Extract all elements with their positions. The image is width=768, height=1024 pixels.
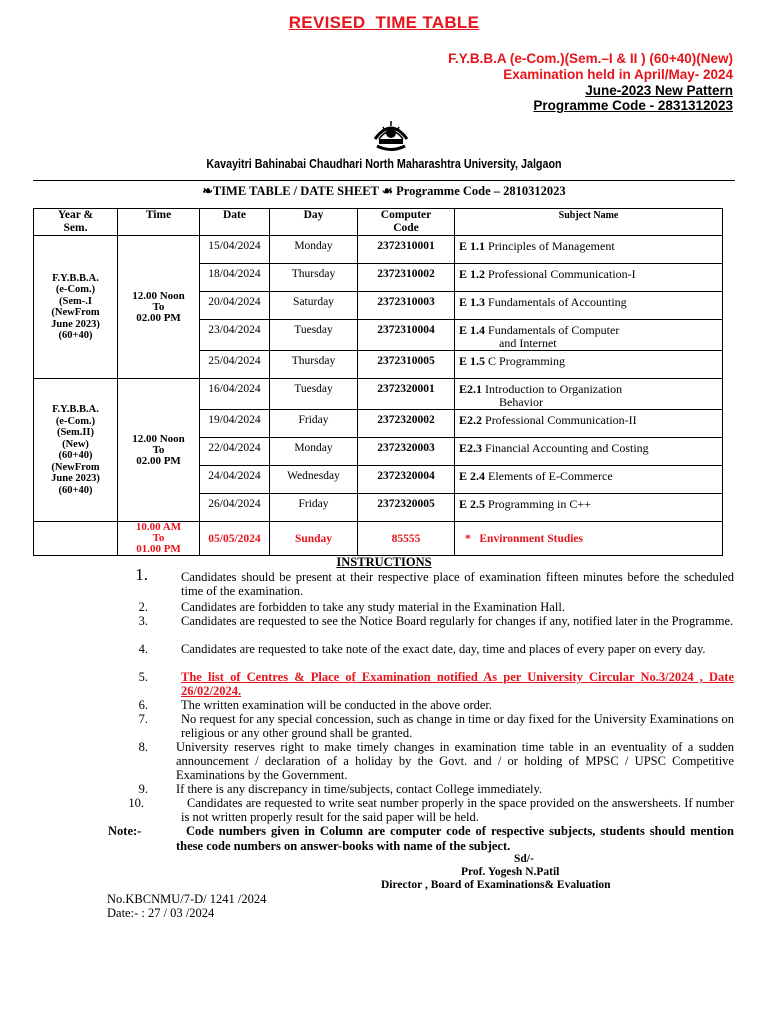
subject-code: E 1.4 — [459, 323, 486, 337]
date-text: 23/04/2024 — [208, 324, 261, 336]
subject-name: Financial Accounting and Costing — [485, 441, 649, 455]
day-cell — [270, 236, 358, 264]
instruction-text: The list of Centres & Place of Examination notified As per University Circular No.3/2024 , Date 26/02/2024. — [181, 670, 734, 698]
date-cell — [200, 410, 270, 438]
date-text: 15/04/2024 — [208, 240, 261, 252]
timetable-label: TIME TABLE / DATE SHEET — [212, 184, 379, 198]
special-day-cell: Sunday — [270, 522, 358, 556]
computer-code-cell — [358, 466, 455, 494]
subject-code: E2.2 — [459, 413, 483, 427]
computer-code-text: 2372320002 — [377, 414, 435, 426]
date-cell — [200, 494, 270, 522]
date-cell — [200, 438, 270, 466]
computer-code-cell — [358, 494, 455, 522]
subject-text — [459, 410, 722, 427]
signature-name: Prof. Yogesh N.Patil — [461, 866, 560, 878]
special-subject-cell: * Environment Studies — [455, 522, 723, 556]
computer-code-text: 2372320005 — [377, 498, 435, 510]
ornament-right-icon: ☙ — [381, 184, 393, 198]
date-cell — [200, 351, 270, 379]
subject-name: Professional Communication-II — [485, 413, 637, 427]
table-row — [34, 236, 723, 264]
instruction-text: Candidates are requested to see the Notice Board regularly for changes if any, notified later in the Programme. — [181, 614, 734, 628]
note-label: Note:- — [108, 824, 142, 838]
document-title: REVISED TIME TABLE — [288, 13, 480, 32]
date-text: 24/04/2024 — [208, 470, 261, 482]
instruction-number: 6. — [138, 698, 148, 712]
date-cell — [200, 379, 270, 410]
subject-text — [459, 466, 722, 483]
header-year-sem: Year & Sem. — [34, 209, 118, 236]
subject-cell — [455, 438, 723, 466]
time-cell: 12.00 Noon To 02.00 PM — [118, 379, 200, 522]
day-cell — [270, 438, 358, 466]
subject-text — [459, 320, 722, 337]
subject-cell — [455, 292, 723, 320]
computer-code-cell — [358, 264, 455, 292]
day-cell — [270, 320, 358, 351]
header-programme-code: Programme Code - 2831312023 — [533, 98, 733, 113]
subject-code: E2.1 — [459, 382, 483, 396]
subject-text — [459, 264, 722, 281]
subject-cell — [455, 351, 723, 379]
date-text: 20/04/2024 — [208, 296, 261, 308]
day-cell — [270, 494, 358, 522]
header-pattern-line: June-2023 New Pattern — [585, 83, 733, 98]
date-cell — [200, 264, 270, 292]
instruction-number: 1. — [135, 565, 148, 584]
header-time: Time — [118, 209, 200, 236]
time-cell: 12.00 Noon To 02.00 PM — [118, 236, 200, 379]
year-sem-cell: F.Y.B.B.A. (e-Com.) (Sem.II) (New) (60+40) (NewFrom June 2023) (60+40) — [34, 379, 118, 522]
year-sem-cell-empty — [34, 522, 118, 556]
university-emblem-icon — [371, 115, 411, 155]
day-text: Saturday — [293, 296, 334, 308]
subject-name: Elements of E-Commerce — [488, 469, 613, 483]
ornament-left-icon: ❧ — [202, 184, 213, 198]
computer-code-text: 2372320003 — [377, 442, 435, 454]
date-text: 22/04/2024 — [208, 442, 261, 454]
day-cell — [270, 410, 358, 438]
subject-cell — [455, 379, 723, 410]
instruction-text: Candidates are requested to take note of the exact date, day, time and places of every paper on every day. — [181, 642, 706, 656]
header-day: Day — [270, 209, 358, 236]
subject-name: Principles of Management — [488, 239, 615, 253]
day-text: Wednesday — [287, 470, 340, 482]
instruction-text: No request for any special concession, such as change in time or day fixed for the University Examinations on religious or any other ground shall be granted. — [181, 712, 734, 740]
instruction-number: 5. — [138, 670, 148, 684]
signature-designation: Director , Board of Examinations& Evaluation — [381, 879, 611, 891]
date-cell — [200, 292, 270, 320]
subject-cell — [455, 320, 723, 351]
subject-name: Fundamentals of Accounting — [488, 295, 627, 309]
day-text: Friday — [298, 498, 329, 510]
computer-code-cell — [358, 236, 455, 264]
table-row-special — [34, 522, 723, 556]
header-subject-name: Subject Name — [455, 209, 723, 236]
header-programme-line: F.Y.B.B.A (e-Com.)(Sem.–I & II ) (60+40)(New) — [448, 51, 733, 66]
instruction-text: Candidates are forbidden to take any study material in the Examination Hall. — [181, 600, 565, 614]
reference-number: No.KBCNMU/7-D/ 1241 /2024 — [107, 892, 267, 906]
subject-name: Programming in C++ — [488, 497, 591, 511]
timetable-heading — [0, 183, 768, 199]
subject-cell — [455, 410, 723, 438]
day-cell — [270, 292, 358, 320]
computer-code-text: 2372320004 — [377, 470, 435, 482]
header-exam-line: Examination held in April/May- 2024 — [503, 67, 733, 82]
table-row — [34, 379, 723, 410]
subject-code: E2.3 — [459, 441, 483, 455]
subject-text — [459, 351, 722, 368]
date-cell — [200, 236, 270, 264]
instruction-text: Candidates are requested to write seat number properly in the space provided on the answersheets. If number is not written properly result for the said paper will be held. — [181, 796, 734, 824]
subject-name-continued: and Internet — [499, 336, 557, 350]
instruction-number: 7. — [138, 712, 148, 726]
date-cell — [200, 466, 270, 494]
special-code-cell: 85555 — [358, 522, 455, 556]
day-text: Tuesday — [294, 324, 333, 336]
subject-text — [459, 438, 722, 455]
subject-code: E 1.3 — [459, 295, 486, 309]
subject-code: E 2.4 — [459, 469, 486, 483]
subject-text — [459, 292, 722, 309]
computer-code-cell — [358, 410, 455, 438]
day-text: Tuesday — [294, 383, 333, 395]
subject-name-continued: Behavior — [499, 395, 543, 409]
header-computer-code: Computer Code — [358, 209, 455, 236]
day-text: Thursday — [291, 355, 336, 367]
computer-code-text: 2372310001 — [377, 240, 435, 252]
computer-code-cell — [358, 438, 455, 466]
instruction-number: 2. — [138, 600, 148, 614]
day-text: Thursday — [291, 268, 336, 280]
date-cell — [200, 320, 270, 351]
computer-code-text: 2372310005 — [377, 355, 435, 367]
computer-code-cell — [358, 292, 455, 320]
instruction-number: 10. — [128, 796, 144, 810]
instruction-number: 8. — [138, 740, 148, 754]
instruction-number: 4. — [138, 642, 148, 656]
special-date-cell: 05/05/2024 — [200, 522, 270, 556]
computer-code-text: 2372320001 — [377, 383, 435, 395]
subject-name: Fundamentals of Computer — [488, 323, 620, 337]
date-text: 18/04/2024 — [208, 268, 261, 280]
day-cell — [270, 379, 358, 410]
subject-cell — [455, 494, 723, 522]
computer-code-cell — [358, 320, 455, 351]
instruction-text: The written examination will be conducted in the above order. — [181, 698, 493, 712]
instruction-text: University reserves right to make timely changes in examination time table in an eventuality of a sudden announcement / declaration of a holiday by the Govt. and / or holding of MPSC / UPSC Competitive Examinations by the Government. — [176, 740, 734, 782]
computer-code-text: 2372310002 — [377, 268, 435, 280]
note-text: Code numbers given in Column are computer code of respective subjects, students should mention these code numbers on answer-books with name of the subject. — [176, 824, 734, 853]
subject-name: C Programming — [488, 354, 566, 368]
divider — [33, 180, 735, 181]
subject-cell — [455, 236, 723, 264]
subject-code: E 1.1 — [459, 239, 486, 253]
subject-name: Introduction to Organization — [485, 382, 623, 396]
instruction-text: If there is any discrepancy in time/subjects, contact College immediately. — [176, 782, 543, 796]
day-text: Monday — [294, 240, 333, 252]
signature-sd: Sd/- — [514, 853, 534, 865]
subject-name: Professional Communication-I — [488, 267, 636, 281]
timetable-programme-code: Programme Code – 2810312023 — [396, 184, 566, 198]
day-cell — [270, 351, 358, 379]
year-sem-cell: F.Y.B.B.A. (e-Com.) (Sem-.I (NewFrom June 2023) (60+40) — [34, 236, 118, 379]
subject-cell — [455, 466, 723, 494]
subject-text — [459, 379, 722, 396]
instruction-number: 9. — [138, 782, 148, 796]
computer-code-cell — [358, 379, 455, 410]
subject-cell — [455, 264, 723, 292]
university-name: Kavayitri Bahinabai Chaudhari North Maharashtra University, Jalgaon — [206, 157, 562, 171]
computer-code-text: 2372310003 — [377, 296, 435, 308]
date-text: 25/04/2024 — [208, 355, 261, 367]
day-cell — [270, 466, 358, 494]
date-text: 19/04/2024 — [208, 414, 261, 426]
computer-code-text: 2372310004 — [377, 324, 435, 336]
special-time-cell: 10.00 AM To 01.00 PM — [118, 522, 200, 556]
date-text: 16/04/2024 — [208, 383, 261, 395]
day-cell — [270, 264, 358, 292]
subject-text — [459, 494, 722, 511]
date-text: 26/04/2024 — [208, 498, 261, 510]
instructions-title: INSTRUCTIONS — [336, 555, 432, 569]
subject-code: E 1.5 — [459, 354, 486, 368]
computer-code-cell — [358, 351, 455, 379]
timetable — [33, 208, 723, 556]
issue-date: Date:- : 27 / 03 /2024 — [107, 906, 215, 920]
instruction-text: Candidates should be present at their respective place of examination fifteen minutes before the scheduled time of the examination. — [181, 570, 734, 598]
day-text: Monday — [294, 442, 333, 454]
day-text: Friday — [298, 414, 329, 426]
subject-text — [459, 236, 722, 253]
subject-code: E 1.2 — [459, 267, 486, 281]
header-date: Date — [200, 209, 270, 236]
subject-code: E 2.5 — [459, 497, 486, 511]
instruction-number: 3. — [138, 614, 148, 628]
